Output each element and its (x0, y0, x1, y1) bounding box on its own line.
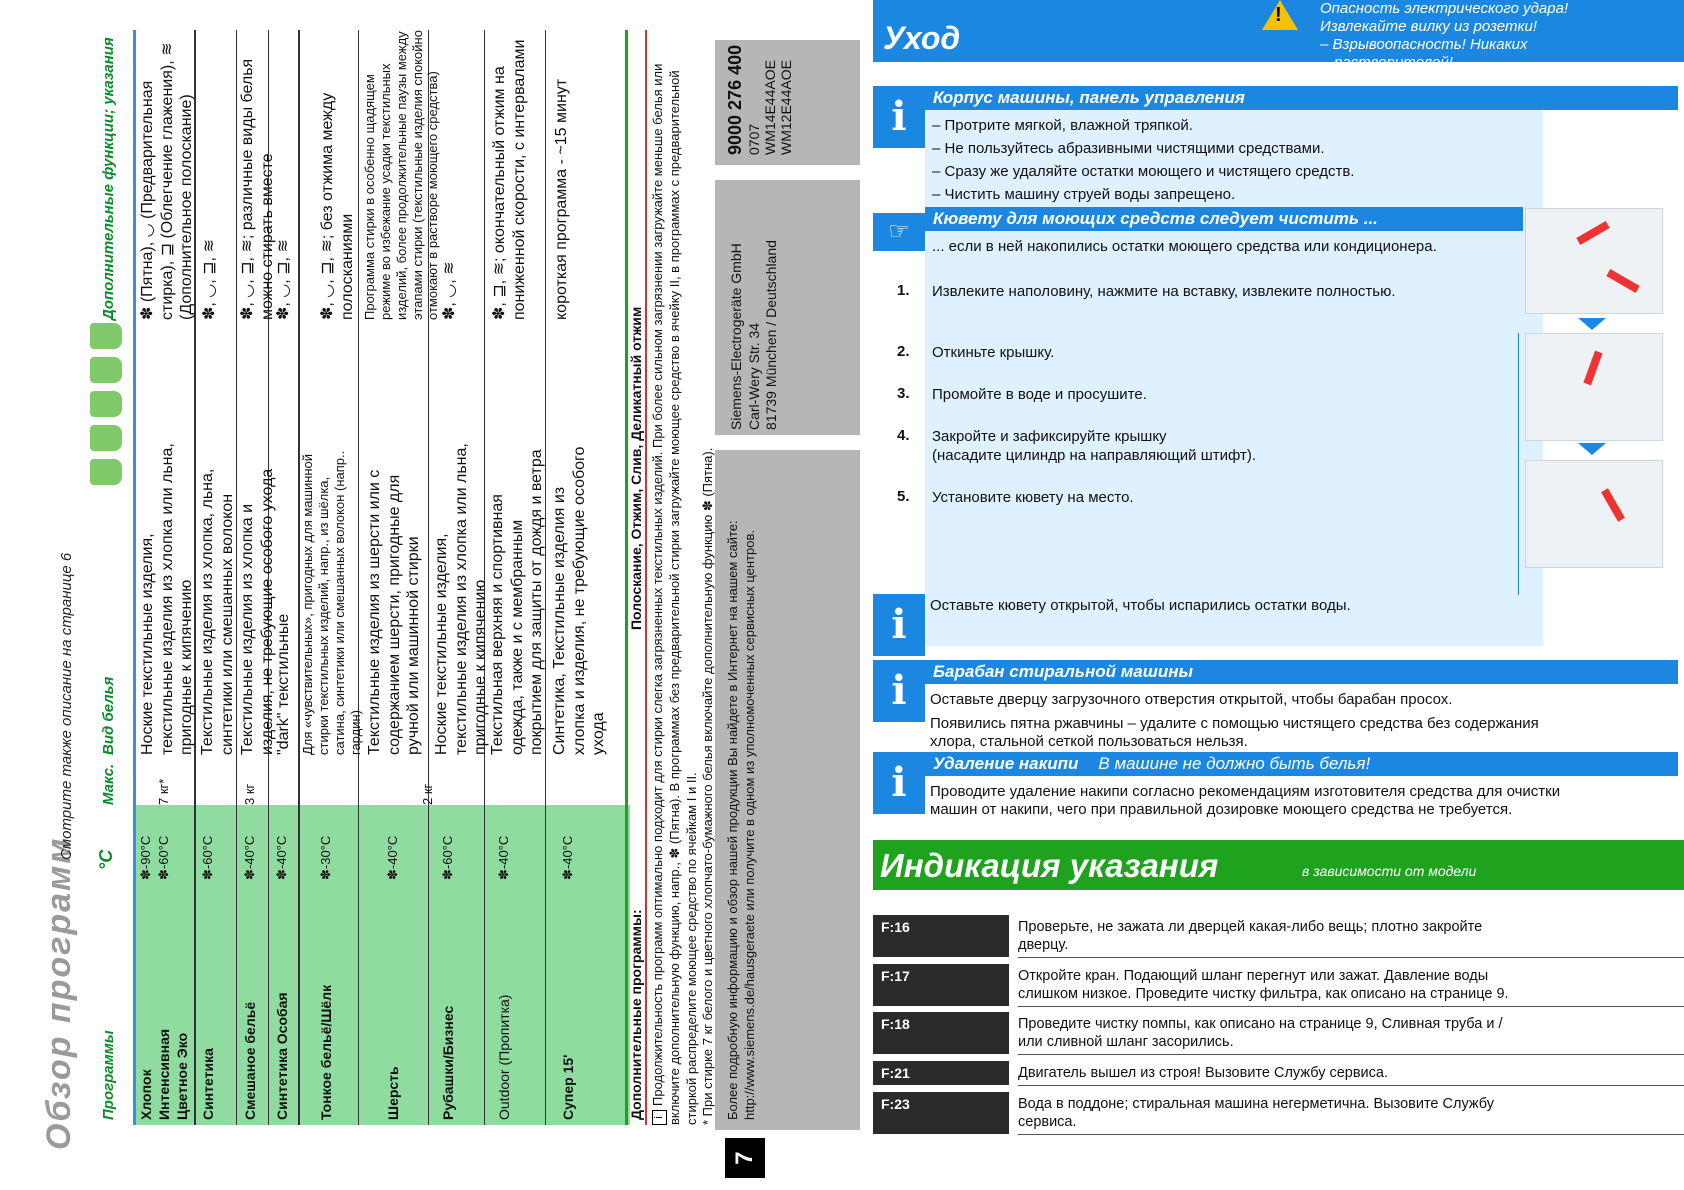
arrow-icon (1576, 221, 1609, 245)
step-text: Закройте и зафиксируйте крышку (932, 428, 1167, 445)
note-line (645, 30, 647, 1125)
error-sep (1018, 1085, 1684, 1086)
address-line: 81739 München / Deutschland (763, 240, 779, 430)
extra-programs-title: Дополнительные программы: (628, 909, 644, 1120)
error-text (1018, 967, 1663, 1003)
error-code: F:21 (873, 1061, 1009, 1085)
error-line: Проверьте, не зажата ли дверцей какая-либо вещь; плотно закройте (1018, 919, 1483, 935)
program-name: Outdoor (Пропитка) (496, 994, 512, 1120)
program-name: Тонкое бельё/Шёлк (318, 984, 334, 1120)
header-temp: °C (96, 849, 116, 870)
program-temp: ✽-40°C (385, 835, 400, 880)
header-max: Макс. (100, 763, 117, 805)
program-name: Супер 15' (560, 1054, 576, 1120)
note-footnote: * При стирке 7 кг белого и цветного хлопчато-бумажного белья включайте дополнительную функцию ✽ (Пятна). (700, 447, 716, 1125)
program-extra: Программа стирки в особенно щадящем режиме во избежание усадки текстильных изделий, более продолжительные паузы между этапами стирки (текстильные изделия спокойно отмокают в растворе моющего средства) (362, 30, 441, 320)
overview-subtitle: Смотрите также описание на странице 6 (58, 552, 75, 860)
housing-item: – Не пользуйтесь абразивными чистящими средствами. (932, 140, 1325, 157)
error-code: F:17 (873, 964, 1009, 1006)
program-temp: ✽-90°C (138, 835, 153, 880)
tshirt-icon (90, 357, 122, 383)
program-type: Ноские текстильные изделия, текстильные изделия из хлопка или льна, пригодные к кипячению (139, 443, 196, 755)
step-number: 3. (897, 385, 910, 402)
program-name: Хлопок (138, 1069, 154, 1120)
program-type: Текстильные изделия из шерсти или с содержанием шерсти, пригодные для ручной или машинной стирки (366, 469, 423, 755)
info-icon: i (873, 86, 925, 148)
step-text: Промойте в воде и просушите. (932, 386, 1147, 403)
error-sep (1018, 957, 1684, 958)
program-temp: ✽-40°C (496, 835, 511, 880)
section-descale-title (925, 752, 1678, 776)
step-text-cont: (насадите цилиндр на направляющий штифт). (932, 447, 1257, 464)
program-extra: короткая программа - ~15 минут (553, 78, 570, 320)
dispenser-after-note: Оставьте кювету открытой, чтобы испарились остатки воды. (930, 597, 1351, 614)
info-icon: i (873, 660, 925, 722)
jacket-icon (90, 323, 122, 349)
dispenser-lid-close-image (1525, 460, 1663, 568)
info-icon: i (873, 594, 925, 656)
step-text: Установите кювету на место. (932, 489, 1134, 506)
code-line: 0707 (745, 123, 762, 155)
error-code: F:18 (873, 1012, 1009, 1054)
error-text (1018, 918, 1663, 954)
warning-line: растворителей! (1334, 54, 1453, 71)
extra-programs-list: Полоскание, Отжим, Слив, Деликатный отжим (628, 306, 644, 630)
program-name: Цветное Эко (174, 1032, 190, 1120)
program-extra: ✽, ◡, ⊒, ≋; без отжима между полосканиями (319, 92, 356, 320)
step-text: Извлеките наполовину, нажмите на вставку, извлеките полностью. (932, 283, 1396, 300)
step-number: 4. (897, 427, 910, 444)
header-type: Вид белья (100, 676, 117, 755)
program-type: Ноские текстильные изделия, текстильные изделия из хлопка или льна, пригодные к кипячению (433, 443, 490, 755)
program-temp: ✽-60°C (440, 835, 455, 880)
error-line: Проведите чистку помпы, как описано на странице 9, Сливная труба и / (1018, 1016, 1503, 1032)
error-sep (1018, 1054, 1684, 1055)
housing-item: – Протрите мягкой, влажной тряпкой. (932, 117, 1193, 134)
page-number: 7 (725, 1138, 765, 1178)
drum-line: Оставьте дверцу загрузочного отверстия открытой, чтобы барабан просох. (930, 691, 1453, 708)
error-code: F:16 (873, 915, 1009, 957)
note-text: Продолжительность программ оптимально подходит для стирки слегка загрязненных текстильных изделий. При более сильном загрязнении загружайте меньше белья или включите дополнительную функцию, напр., ✽ (Пятна). В программах без предварительной стирки загружайте моющее средство в ячейку II, в программах с предварительной стиркой распределите моющее средство по ячейкам I и II. (650, 63, 699, 1125)
program-name: Синтетика (200, 1048, 216, 1120)
section-drum-title: Барабан стиральной машины (925, 660, 1678, 684)
footer-address (728, 240, 781, 430)
address-line: Siemens-Electrogeräte GmbH (728, 243, 744, 430)
arrow-icon (1601, 488, 1625, 521)
section-dispenser-title: Кювету для моющих средств следует чистить ... (925, 207, 1523, 231)
arrow-icon (1583, 351, 1602, 386)
program-type: "dark" текстильные (275, 613, 292, 755)
program-temp: ✽-60°C (200, 835, 215, 880)
descale-line: Проводите удаление накипи согласно рекомендациям изготовителя средства для очистки (930, 783, 1561, 800)
table-top-line (133, 30, 136, 1125)
error-line: Вода в поддоне; стиральная машина негерметична. Вызовите Службу (1018, 1096, 1494, 1112)
program-extra: ✽, ◡, ⊒, ≋; различные виды белья можно стирать вместе (239, 58, 276, 320)
step-number: 5. (897, 488, 910, 505)
warning-line: – Взрывоопасность! Никаких (1320, 36, 1528, 53)
pointing-hand-icon: ☞ (873, 213, 925, 251)
section-housing-title: Корпус машины, панель управления (925, 86, 1678, 110)
housing-item: – Сразу же удаляйте остатки моющего и чистящего средств. (932, 163, 1355, 180)
error-line: Откройте кран. Подающий шланг перегнут или зажат. Давление воды (1018, 968, 1489, 984)
error-text (1018, 1015, 1663, 1051)
part-number: 9000 276 400 (725, 44, 745, 155)
program-max: 3 кг (242, 783, 257, 805)
error-sep (1018, 1006, 1684, 1007)
step-text: Откиньте крышку. (932, 344, 1055, 361)
descale-subtitle: В машине не должно быть белья! (1098, 754, 1371, 773)
error-text (1018, 1095, 1663, 1131)
indication-subtitle: в зависимости от модели (1302, 863, 1477, 879)
error-code: F:23 (873, 1092, 1009, 1134)
model-line: WM14E44AOE (761, 60, 778, 155)
program-name: Шерсть (385, 1066, 401, 1120)
error-sep (1018, 1134, 1684, 1135)
error-text (1018, 1064, 1663, 1082)
program-name: Смешаное бельё (242, 1001, 258, 1120)
program-type: Текстильная верхняя и спортивная одежда, также и с мембранным покрытием для защиты от дождя и ветра (489, 449, 546, 755)
warning-line: Извлекайте вилку из розетки! (1320, 18, 1538, 35)
info-icon: i (873, 752, 925, 814)
step-number: 1. (897, 282, 910, 299)
program-extra: ✽, ◡, ⊒, ≋ (275, 239, 292, 320)
blouse-icon (90, 391, 122, 417)
error-line: слишком низкое. Проведите чистку фильтра, как описано на странице 9. (1018, 986, 1509, 1002)
error-line: сервиса. (1018, 1114, 1077, 1130)
down-arrow-icon (1578, 318, 1606, 330)
program-extra: ✽, ⊒, ≋; окончательный отжим на пониженной скорости, с интервалами (491, 39, 528, 320)
shirt-icon (90, 459, 122, 485)
program-temp: ✽-40°C (274, 835, 289, 880)
warning-line: Опасность электрического удара! (1320, 0, 1569, 17)
overview-note (650, 30, 717, 1125)
program-type: Текстильные изделия из хлопка, льна, синтетики или смешанных волокон (199, 468, 236, 755)
step-number: 2. (897, 343, 910, 360)
program-type: Синтетика, Текстильные изделия из хлопка и изделия, не требующие особого ухода (551, 446, 608, 755)
program-type: Для «чувствительных», пригодных для машинной стирки текстильных изделий, напр., из шёлка, сатина, синтетики или смешанных волокон (напр.. гардин) (300, 450, 363, 755)
pic-frame-line (1518, 333, 1519, 595)
header-programs: Программы (100, 1030, 117, 1120)
housing-item: – Чистить машину струей воды запрещено. (932, 186, 1236, 203)
care-title: Уход (883, 20, 961, 56)
arrow-icon (1606, 269, 1639, 293)
footer-info-text: Более подробную информацию и обзор нашей продукции Вы найдете в Интернет на нашем сайте: http://www.siemens.de/hausgeraete или получите в одном из уполномоченных сервисных центров. (725, 520, 757, 1120)
program-name: Синтетика Особая (274, 992, 290, 1120)
indication-title: Индикация указания (880, 847, 1219, 884)
dispenser-lid-open-image (1525, 333, 1663, 441)
dispenser-intro: ... если в ней накопились остатки моющего средства или кондиционера. (932, 238, 1437, 255)
descale-line: машин от накипи, чего при правильной дозировке моющего средства не требуется. (930, 801, 1513, 818)
error-line: дверцу. (1018, 937, 1069, 953)
dispenser-remove-image (1525, 208, 1663, 314)
program-max: 2 кг (420, 783, 435, 805)
warning-exclamation: ! (1275, 4, 1282, 26)
header-extra: Дополнительные функции; указания (100, 37, 117, 320)
drum-line: Появились пятна ржавчины – удалите с помощью чистящего средства без содержания (930, 715, 1539, 732)
drum-line: хлора, стальной сеткой пользоваться нельзя. (930, 733, 1248, 750)
program-temp: ✽-40°C (242, 835, 257, 880)
model-line: WM12E44AOE (777, 60, 794, 155)
program-max: 7 кг* (156, 778, 171, 805)
sock-icon (90, 425, 122, 451)
down-arrow-icon (1578, 443, 1606, 455)
footer-code (725, 45, 794, 155)
info-icon: i (652, 1110, 667, 1125)
program-extra: ✽ (Пятна), ◡ (Предварительная стирка), ⊒ (Облегчение глажения), ≋ (Дополнительное полоскание) (139, 42, 196, 320)
program-extra: ✽, ◡, ⊒, ≋ (201, 239, 218, 320)
address-line: Carl-Wery Str. 34 (745, 322, 762, 430)
program-extra: ✽, ◡, ≋ (441, 261, 458, 320)
error-line: Двигатель вышел из строя! Вызовите Службу сервиса. (1018, 1065, 1388, 1081)
program-temp: ✽-40°C (560, 835, 575, 880)
program-name: Рубашки/Бизнес (440, 1005, 456, 1120)
program-temp: ✽-60°C (156, 835, 171, 880)
descale-title: Удаление накипи (933, 754, 1079, 773)
error-line: или сливной шланг засорились. (1018, 1034, 1234, 1050)
program-type: Текстильные изделия из хлопка и изделия, не требующие особого ухода (239, 468, 276, 755)
overview-title: Обзор программ (40, 836, 78, 1150)
warning-text (1320, 0, 1568, 72)
laundry-type-icons (90, 323, 122, 485)
program-name: Интенсивная (156, 1028, 172, 1120)
program-temp: ✽-30°C (318, 835, 333, 880)
